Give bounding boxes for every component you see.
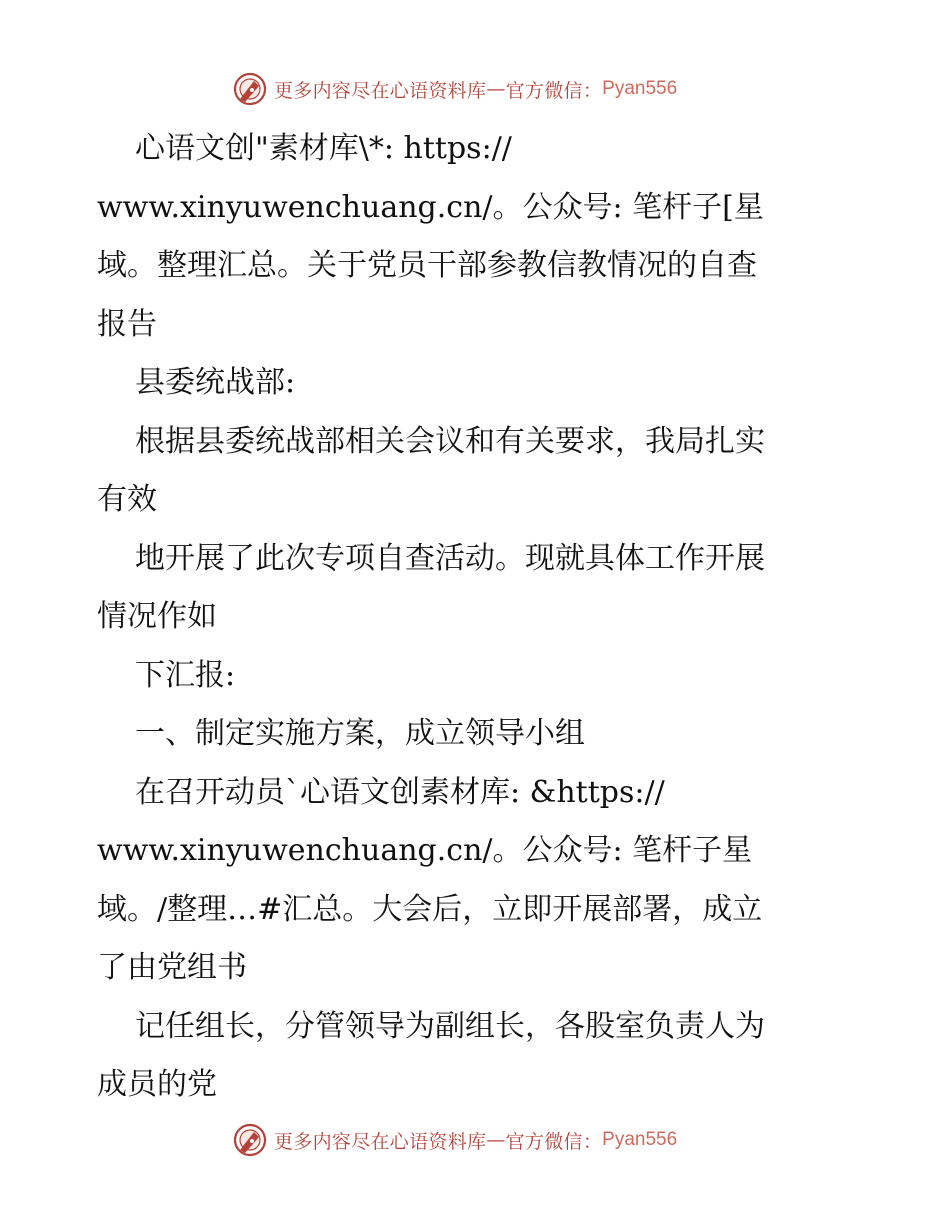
- pen-nib-circle-icon: [232, 71, 268, 107]
- footer-banner: [232, 1121, 677, 1159]
- text-line: 了由党组书: [97, 950, 247, 985]
- text-line: 情况作如: [97, 599, 217, 634]
- document-body: [97, 120, 857, 1115]
- text-line: 地开展了此次专项自查活动。现就具体工作开展: [135, 540, 765, 576]
- banner-wechat-id: Pyan556: [602, 78, 678, 99]
- text-line: 报告: [97, 306, 157, 342]
- text-line: 域。/整理…#汇总。大会后，立即开展部署，成立: [97, 891, 763, 927]
- banner-dash: —: [486, 78, 506, 100]
- pen-nib-circle-icon: [232, 1122, 268, 1158]
- text-line: 有效: [97, 482, 157, 517]
- banner-official-label: 官方微信：: [505, 79, 603, 102]
- text-line: 县委统战部:: [135, 365, 296, 400]
- text-line: 根据县委统战部相关会议和有关要求，我局扎实: [135, 423, 765, 459]
- text-line: 下汇报:: [135, 657, 236, 693]
- text-line: 一、制定实施方案，成立领导小组: [135, 716, 585, 751]
- text-line: 心语文创"素材库\*: https://: [135, 131, 512, 166]
- text-line: 记任组长，分管领导为副组长，各股室负责人为: [135, 1008, 765, 1044]
- text-line: 域。整理汇总。关于党员干部参教信教情况的自查: [97, 248, 757, 283]
- header-banner: [232, 70, 677, 108]
- text-line: www.xinyuwenchuang.cn/。公众号: 笔杆子星: [97, 833, 753, 868]
- text-line: 在召开动员`心语文创素材库: &https://: [135, 774, 665, 810]
- banner-main-text: 更多内容尽在心语资料库: [274, 79, 487, 102]
- banner-official-label: 官方微信：: [505, 1130, 603, 1153]
- text-line: 成员的党: [97, 1067, 217, 1102]
- banner-dash: —: [486, 1129, 506, 1151]
- text-line: www.xinyuwenchuang.cn/。公众号: 笔杆子[星: [97, 189, 764, 225]
- banner-wechat-id: Pyan556: [602, 1129, 678, 1150]
- banner-main-text: 更多内容尽在心语资料库: [274, 1130, 487, 1153]
